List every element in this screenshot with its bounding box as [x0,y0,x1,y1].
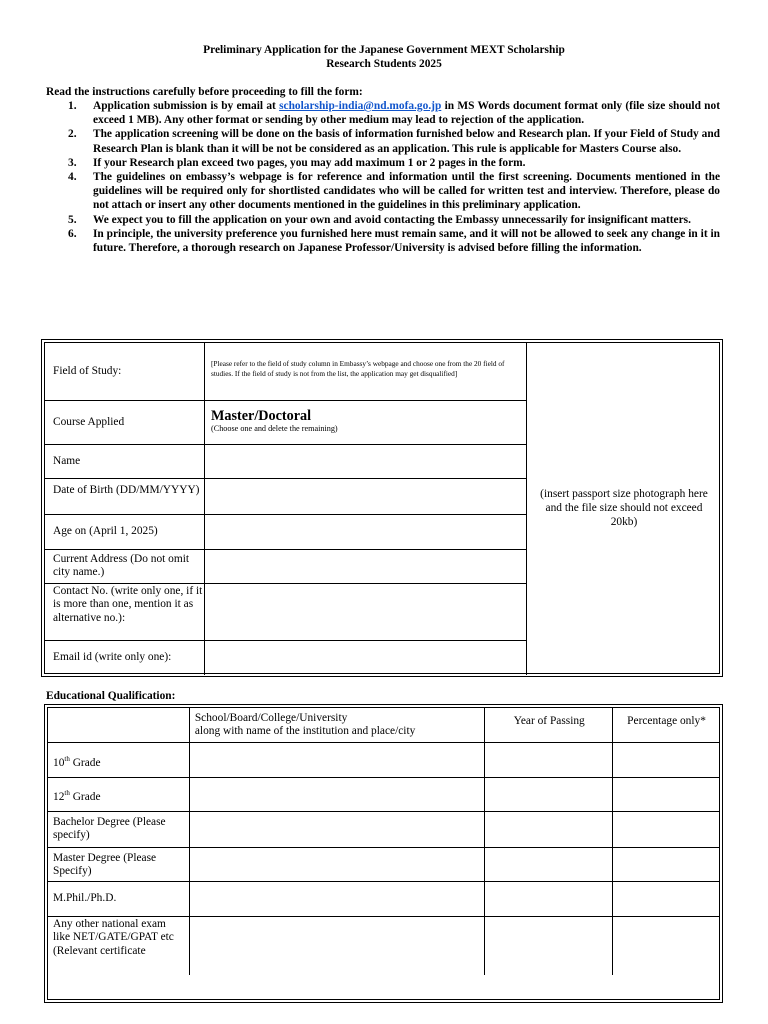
percent-cell[interactable] [613,917,719,975]
education-heading: Educational Qualification: [46,690,176,702]
row-label: Master Degree (Please Specify) [48,848,189,882]
instruction-item: 6. In principle, the university preference you furnished here must remain same, and it will not be allowed to seek any change in it in future. Therefore, a thorough research on Japanese Professor/University is advised before filling the information. [68,227,720,255]
address-input[interactable] [205,550,527,583]
instruction-item: 5. We expect you to fill the application on your own and avoid contacting the Embassy unnecessarily for insignificant matters. [68,213,691,226]
table-row [48,917,719,975]
table-row [48,743,719,778]
year-cell[interactable] [485,848,613,882]
field-of-study-input[interactable]: [Please refer to the field of study column in Embassy’s webpage and choose one from the 20 field of studies. If the field of study is not from the list, the application may get disqualified] [205,343,527,400]
header-percent: Percentage only* [613,708,719,743]
name-label: Name [45,445,205,478]
year-cell[interactable] [485,882,613,917]
instructions-list [46,99,720,255]
row-label: 12th Grade [48,778,189,812]
dob-row [45,479,527,515]
percent-cell[interactable] [613,882,719,917]
school-cell[interactable] [189,848,485,882]
email-input[interactable] [205,641,527,675]
course-value: Master/Doctoral [211,408,312,424]
year-cell[interactable] [485,778,613,812]
course-row [45,401,527,445]
school-cell[interactable] [189,917,485,975]
instructions-intro: Read the instructions carefully before proceeding to fill the form: [46,86,363,98]
instruction-item: 4. The guidelines on embassy’s webpage is for reference and information until the first screening. Documents mentioned in the guidelines will be required only for shortlisted candidates who will be called for written test and interview. Therefore, please do not attach or insert any other documents mentioned in the guidelines in this preliminary application. [68,171,720,212]
course-label: Course Applied [45,401,205,444]
address-label: Current Address (Do not omit city name.) [45,550,205,583]
school-cell[interactable] [189,743,485,778]
education-table [44,704,723,1003]
percent-cell[interactable] [613,778,719,812]
contact-row [45,584,527,641]
personal-info-table [41,339,723,677]
form-title: Preliminary Application for the Japanese Government MEXT Scholarship [203,44,565,56]
photo-note: (insert passport size photograph here and the file size should not exceed 20kb) [540,488,708,528]
instruction-item: 2. The application screening will be done on the basis of information furnished below and Research plan. If your Field of Study and Research Plan is blank than it will be not be considered as an application. This rule is applicable for Masters Course also. [68,128,720,155]
dob-input[interactable] [205,479,527,514]
age-row [45,515,527,550]
row-label: M.Phil./Ph.D. [48,882,189,917]
header-year: Year of Passing [485,708,613,743]
field-of-study-row [45,343,527,401]
header-blank [48,708,189,743]
year-cell[interactable] [485,812,613,848]
form-subtitle: Research Students 2025 [326,58,442,70]
row-label: 10th Grade [48,743,189,778]
row-label: Any other national exam like NET/GATE/GPAT etc (Relevant certificate [48,917,189,975]
email-link[interactable]: scholarship-india@nd.mofa.go.jp [279,100,442,112]
age-label: Age on (April 1, 2025) [45,515,205,549]
year-cell[interactable] [485,743,613,778]
address-row [45,550,527,584]
table-row [48,778,719,812]
dob-label: Date of Birth (DD/MM/YYYY) [45,479,205,514]
name-input[interactable] [205,445,527,478]
instruction-item: 3. If your Research plan exceed two pages, you may add maximum 1 or 2 pages in the form. [68,156,526,169]
photo-box[interactable] [527,343,721,673]
education-header-row [48,708,719,743]
email-row [45,641,527,675]
field-of-study-label: Field of Study: [45,343,205,400]
course-note: (Choose one and delete the remaining) [211,424,338,433]
table-row [48,812,719,848]
contact-label: Contact No. (write only one, if it is more than one, mention it as alternative no.): [45,584,205,640]
header-school: School/Board/College/University along with name of the institution and place/city [189,708,485,743]
instruction-item: 1. Application submission is by email at scholarship-india@nd.mofa.go.jp in MS Words document format only (file size should not exceed 1 MB). Any other format or sending by other medium may lead to rejection of the application. [68,100,720,127]
school-cell[interactable] [189,778,485,812]
email-label: Email id (write only one): [45,641,205,675]
age-input[interactable] [205,515,527,549]
course-input[interactable] [205,401,527,444]
contact-input[interactable] [205,584,527,640]
percent-cell[interactable] [613,743,719,778]
table-row [48,882,719,917]
school-cell[interactable] [189,812,485,848]
percent-cell[interactable] [613,848,719,882]
row-label: Bachelor Degree (Please specify) [48,812,189,848]
name-row [45,445,527,479]
year-cell[interactable] [485,917,613,975]
school-cell[interactable] [189,882,485,917]
table-row [48,848,719,882]
education-grid [48,708,719,975]
percent-cell[interactable] [613,812,719,848]
